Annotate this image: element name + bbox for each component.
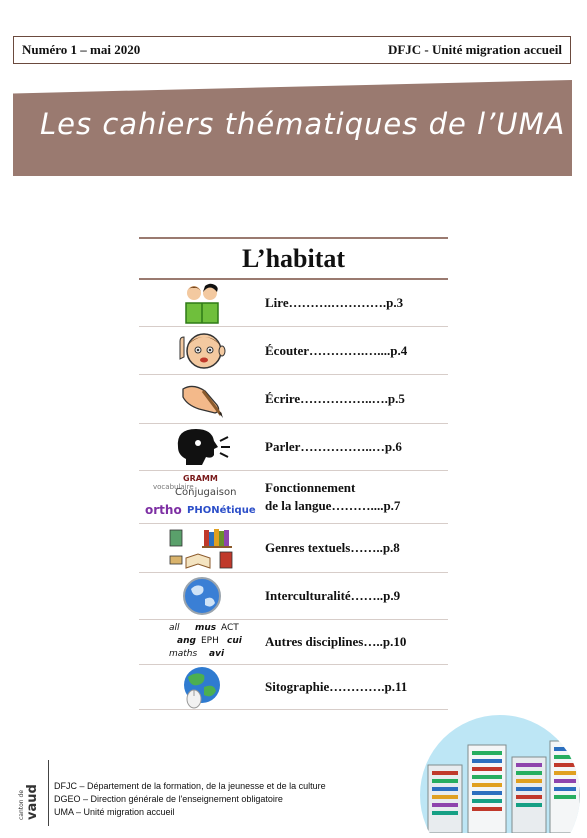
issue-number: Numéro 1 – mai 2020 xyxy=(22,42,141,57)
banner-title: Les cahiers thématiques de l’UMA xyxy=(40,107,566,141)
books-icon xyxy=(139,524,265,572)
toc-item-label: Parler……………..…p.6 xyxy=(265,439,402,454)
footer-line-dfjc: DFJC – Département de la formation, de la jeunesse et de la culture xyxy=(54,781,326,791)
word-eph: EPH xyxy=(201,636,219,646)
word-ang: ang xyxy=(177,636,196,646)
toc-item-label: Lire……….………….p.3 xyxy=(265,295,404,310)
toc-item-label: Autres disciplines…..p.10 xyxy=(265,634,407,649)
organization-name: DFJC - Unité migration accueil xyxy=(387,42,562,57)
word-vocabulaire: vocabulaire xyxy=(153,483,194,491)
listening-face-icon xyxy=(139,327,265,374)
word-phonetique: PHONétique xyxy=(187,505,256,516)
writing-hand-icon xyxy=(139,375,265,423)
toc-item-label: Interculturalité……..p.9 xyxy=(265,588,401,603)
toc-item-parler[interactable] xyxy=(139,424,448,471)
toc-item-sitographie[interactable] xyxy=(139,665,448,710)
toc-item-label: Genres textuels……..p.8 xyxy=(265,540,400,555)
word-act: ACT xyxy=(221,623,239,633)
word-all: all xyxy=(169,623,180,633)
globe-mouse-icon xyxy=(139,665,265,709)
canton-vaud-logo xyxy=(14,760,40,826)
globe-icon xyxy=(139,573,265,619)
svg-text:canton de: canton de xyxy=(18,789,25,820)
word-mus: mus xyxy=(195,623,217,633)
toc-item-label: Écouter………….…....p.4 xyxy=(265,342,408,358)
footer-divider xyxy=(48,760,49,826)
toc-item-label: Sitographie………….p.11 xyxy=(265,679,408,694)
toc-item-ecouter[interactable] xyxy=(139,327,448,375)
header-bar xyxy=(13,36,571,64)
word-ortho: ortho xyxy=(145,503,182,517)
footer-line-dgeo: DGEO – Direction générale de l'enseignement obligatoire xyxy=(54,794,283,804)
disciplines-icon xyxy=(139,620,265,664)
city-illustration xyxy=(418,705,587,833)
toc-item-interculturalite[interactable] xyxy=(139,573,448,620)
speaking-head-icon xyxy=(139,424,265,470)
word-avi: avi xyxy=(209,649,225,659)
word-gramm: GRAMM xyxy=(183,474,218,483)
word-maths: maths xyxy=(169,649,198,659)
footer-text xyxy=(54,780,326,819)
language-words-icon xyxy=(139,471,265,523)
footer-line-uma: UMA – Unité migration accueil xyxy=(54,807,175,817)
word-conjugaison: Conjugaison xyxy=(175,487,237,498)
toc-item-lire[interactable] xyxy=(139,280,448,327)
toc-item-label: Fonctionnement de la langue………....p.7 xyxy=(265,480,401,513)
toc-item-autres-disciplines[interactable] xyxy=(139,620,448,665)
toc-item-ecrire[interactable] xyxy=(139,375,448,424)
toc-item-label: Écrire……………..….p.5 xyxy=(265,391,405,406)
toc-item-fonctionnement[interactable] xyxy=(139,471,448,524)
table-of-contents xyxy=(139,237,448,710)
toc-title: L’habitat xyxy=(139,237,448,280)
toc-item-genres-textuels[interactable] xyxy=(139,524,448,573)
svg-text:vaud: vaud xyxy=(25,784,40,820)
word-cui: cui xyxy=(227,636,242,646)
reading-children-icon xyxy=(139,280,265,326)
